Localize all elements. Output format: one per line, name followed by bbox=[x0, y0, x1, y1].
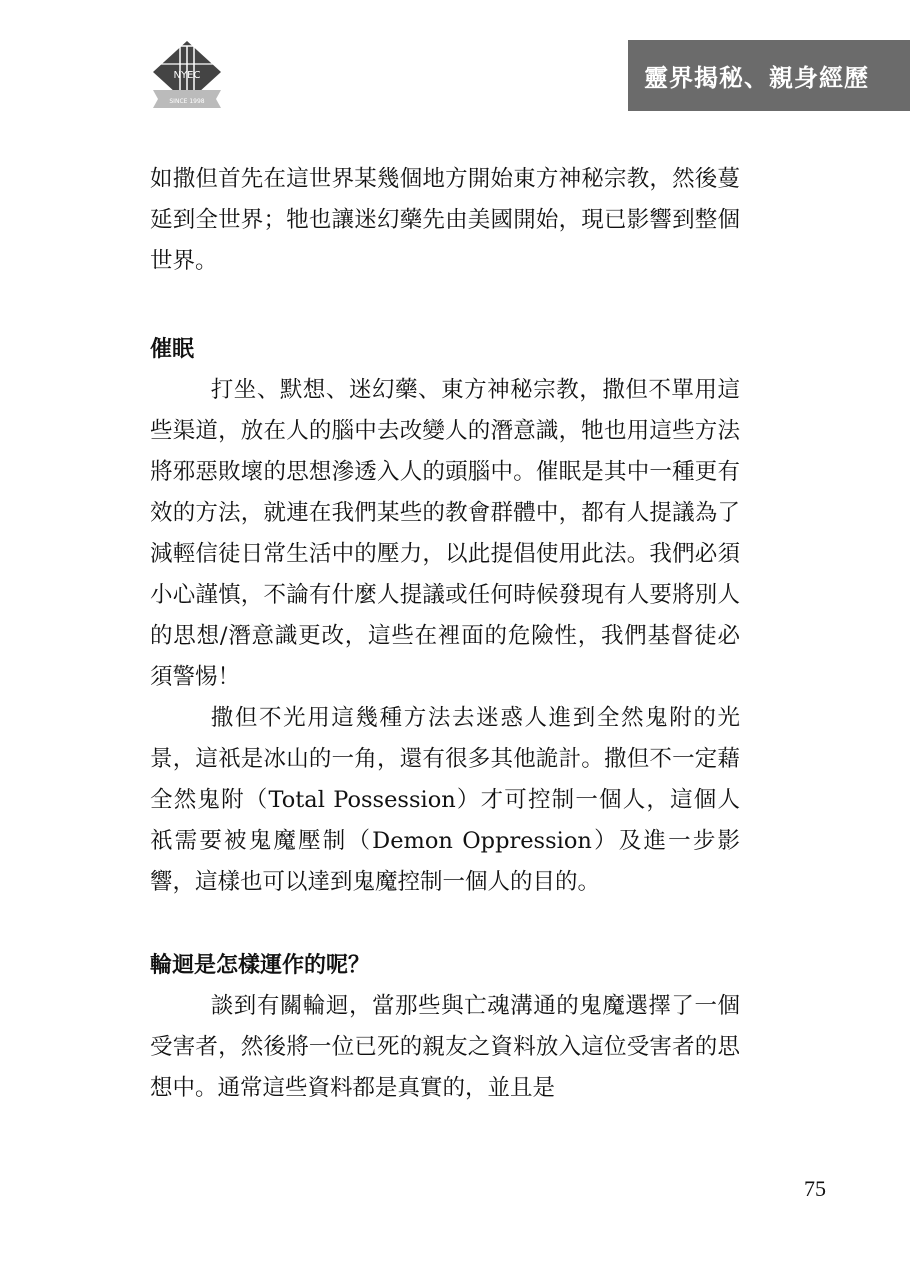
heading-hypnosis: 催眠 bbox=[150, 337, 195, 362]
reincarnation-paragraph: 談到有關輪迴，當那些與亡魂溝通的鬼魔選擇了一個受害者，然後將一位已死的親友之資料放入這位受害者的思想中。通常這些資料都是真實的，並且是 bbox=[150, 993, 740, 1101]
nyec-logo-mark bbox=[150, 38, 224, 110]
page-number: 75 bbox=[804, 1176, 826, 1201]
section-title-tab bbox=[628, 40, 910, 111]
logo-text: NYEC bbox=[173, 70, 201, 81]
heading-reincarnation: 輪迴是怎樣運作的呢？ bbox=[150, 953, 371, 978]
hypnosis-paragraph-2: 撒但不光用這幾種方法去迷惑人進到全然鬼附的光景，這祇是冰山的一角，還有很多其他詭計。撒但不一定藉全然鬼附（Total Possession）才可控制一個人，這個人祇需要被鬼魔壓制（Demon Oppression）及進一步影響，這樣也可以達到鬼魔控制一個人的目的。 bbox=[150, 705, 740, 895]
nyec-logo bbox=[150, 38, 224, 110]
page-body bbox=[150, 159, 740, 1109]
intro-paragraph: 如撒但首先在這世界某幾個地方開始東方神秘宗教，然後蔓延到全世界；牠也讓迷幻藥先由美國開始，現已影響到整個世界。 bbox=[150, 166, 740, 274]
logo-subtext: SINCE 1998 bbox=[169, 98, 205, 105]
hypnosis-paragraph-1: 打坐、默想、迷幻藥、東方神秘宗教，撒但不單用這些渠道，放在人的腦中去改變人的潛意識，牠也用這些方法將邪惡敗壞的思想滲透入人的頭腦中。催眠是其中一種更有效的方法，就連在我們某些的教會群體中，都有人提議為了減輕信徒日常生活中的壓力，以此提倡使用此法。我們必須小心謹慎，不論有什麼人提議或任何時候發現有人要將別人的思想/潛意識更改，這些在裡面的危險性，我們基督徒必須警惕！ bbox=[150, 377, 740, 690]
section-title: 靈界揭秘、親身經歷 bbox=[644, 64, 869, 92]
